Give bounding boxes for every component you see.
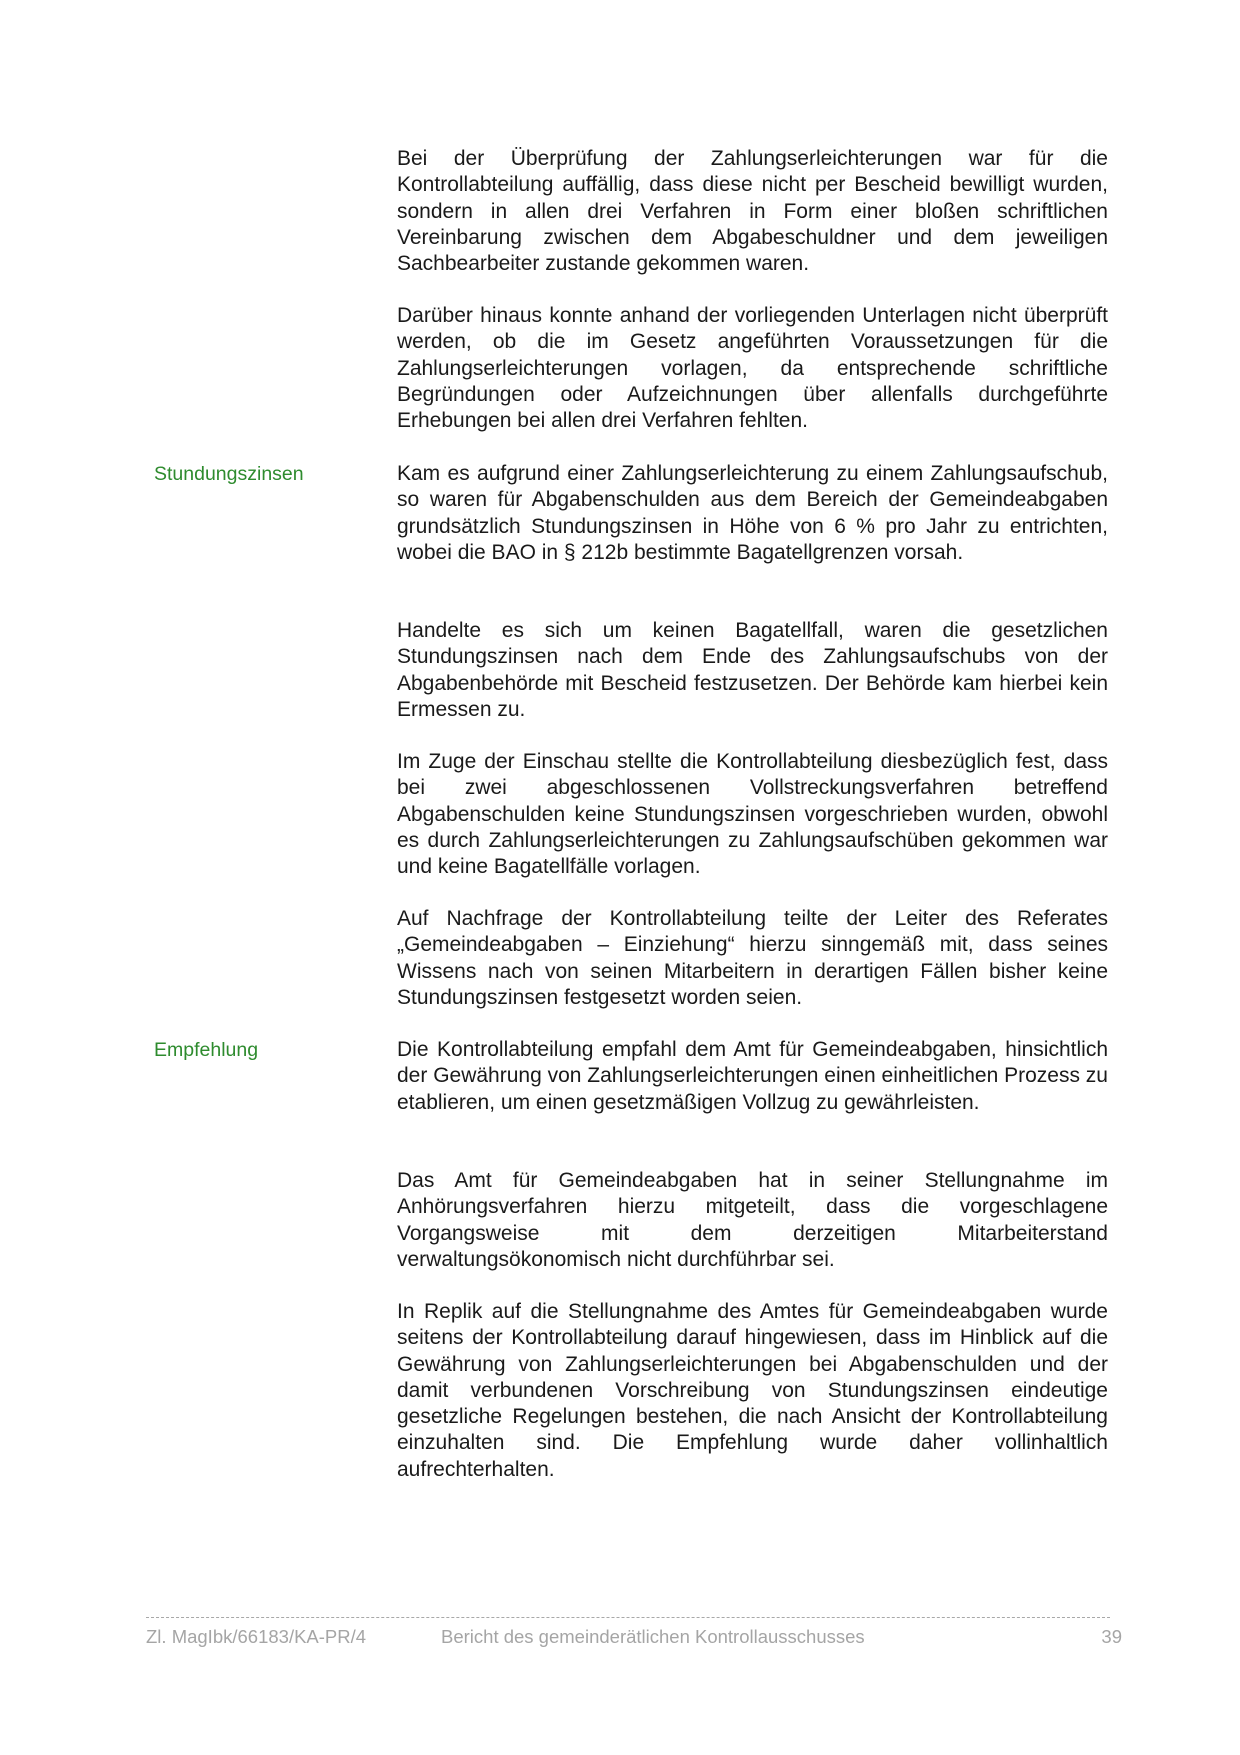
page-number: 39 <box>1101 1626 1122 1647</box>
paragraph-5: Im Zuge der Einschau stellte die Kontrollabteilung diesbezüglich fest, dass bei zwei abgeschlossenen Vollstreckungsverfahren betreffend Abgabenschulden keine Stundungszinsen vorgeschrieben wurden, obwohl es durch Zahlungserleichterungen zu Zahlungsaufschüben gekommen war und keine Bagatellfälle vorlagen. <box>397 750 1108 879</box>
footer-reference: Zl. MagIbk/66183/KA-PR/4 <box>146 1626 367 1647</box>
paragraph-2: Darüber hinaus konnte anhand der vorliegenden Unterlagen nicht überprüft werden, ob die im Gesetz angeführten Voraussetzungen für die Zahlungserleichterungen vorlagen, da entsprechende schriftliche Begründungen oder Aufzeichnungen über allenfalls durchgeführte Erhebungen bei allen drei Verfahren fehlten. <box>397 304 1108 433</box>
footer-title: Bericht des gemeinderätlichen Kontrollausschusses <box>441 1626 865 1647</box>
paragraph-4: Handelte es sich um keinen Bagatellfall, waren die gesetzlichen Stundungszinsen nach dem Ende des Zahlungsaufschubs von der Abgabenbehörde mit Bescheid festzusetzen. Der Behörde kam hierbei kein Ermessen zu. <box>397 619 1108 721</box>
paragraph-7: Die Kontrollabteilung empfahl dem Amt für Gemeindeabgaben, hinsichtlich der Gewährung von Zahlungserleichterungen einen einheitlichen Prozess zu etablieren, um einen gesetzmäßigen Vollzug zu gewährleisten. <box>397 1038 1108 1114</box>
side-label-stundungszinsen: Stundungszinsen <box>154 463 304 485</box>
footer-divider <box>146 1617 1110 1618</box>
paragraph-6: Auf Nachfrage der Kontrollabteilung teilte der Leiter des Referates „Gemeindeabgaben – Einziehung“ hierzu sinngemäß mit, dass seines Wissens nach von seinen Mitarbeitern in derartigen Fällen bisher keine Stundungszinsen festgesetzt worden seien. <box>397 907 1108 1009</box>
paragraph-1: Bei der Überprüfung der Zahlungserleichterungen war für die Kontrollabteilung auffällig, dass diese nicht per Bescheid bewilligt wurden, sondern in allen drei Verfahren in Form einer bloßen schriftlichen Vereinbarung zwischen dem Abgabeschuldner und dem jeweiligen Sachbearbeiter zustande gekommen waren. <box>397 147 1108 276</box>
paragraph-9: In Replik auf die Stellungnahme des Amtes für Gemeindeabgaben wurde seitens der Kontrollabteilung darauf hingewiesen, dass im Hinblick auf die Gewährung von Zahlungserleichterungen bei Abgabenschulden und der damit verbundenen Vorschreibung von Stundungszinsen eindeutige gesetzliche Regelungen bestehen, die nach Ansicht der Kontrollabteilung einzuhalten sind. Die Empfehlung wurde daher vollinhaltlich aufrechterhalten. <box>397 1300 1108 1481</box>
side-label-empfehlung: Empfehlung <box>154 1039 259 1061</box>
paragraph-8: Das Amt für Gemeindeabgaben hat in seiner Stellungnahme im Anhörungsverfahren hierzu mitgeteilt, dass die vorgeschlagene Vorgangsweise mit dem derzeitigen Mitarbeiterstand verwaltungsökonomisch nicht durchführbar sei. <box>397 1169 1108 1271</box>
paragraph-3: Kam es aufgrund einer Zahlungserleichterung zu einem Zahlungsaufschub, so waren für Abgabenschulden aus dem Bereich der Gemeindeabgaben grundsätzlich Stundungszinsen in Höhe von 6 % pro Jahr zu entrichten, wobei die BAO in § 212b bestimmte Bagatellgrenzen vorsah. <box>397 462 1108 564</box>
